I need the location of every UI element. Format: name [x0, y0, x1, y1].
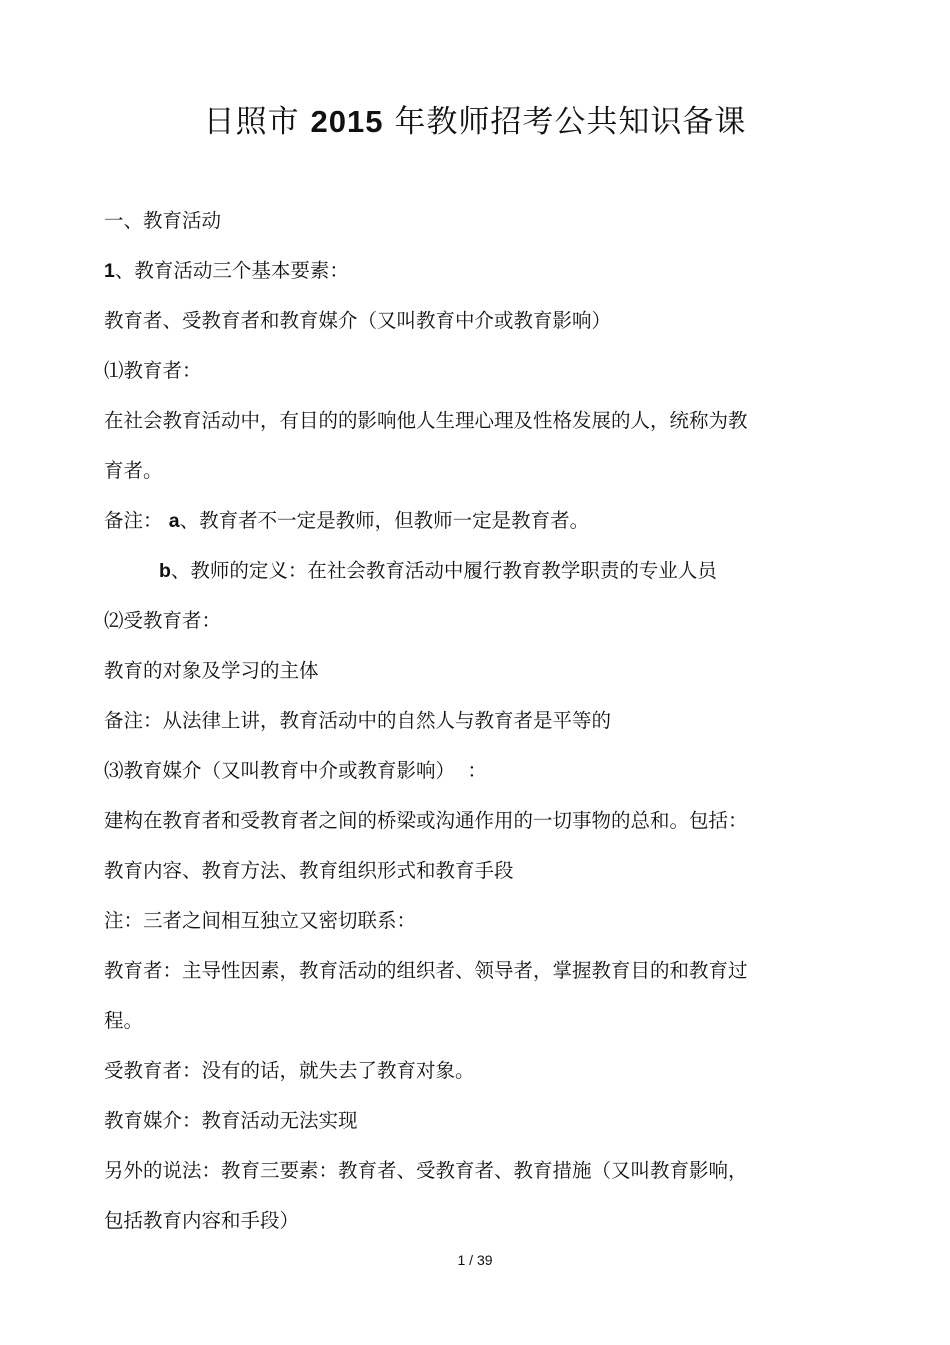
line-text: ⑶教育媒介（又叫教育中介或教育影响） ：	[104, 759, 487, 782]
title-suffix: 年教师招考公共知识备课	[383, 104, 747, 140]
paragraph-line	[104, 796, 804, 846]
note-line	[104, 896, 804, 946]
paragraph-line	[104, 946, 804, 996]
page-number: 1 / 39	[457, 1252, 493, 1268]
line-text: 教育内容、教育方法、教育组织形式和教育手段	[104, 859, 514, 882]
line-text: 教育的对象及学习的主体	[104, 659, 319, 682]
line-text: 教育者：主导性因素，教育活动的组织者、领导者，掌握教育目的和教育过	[104, 959, 748, 982]
paragraph-line	[104, 996, 804, 1046]
line-text: 程。	[104, 1009, 144, 1032]
item-number: 1	[104, 260, 115, 282]
line-text: 教育者、受教育者和教育媒介（又叫教育中介或教育影响）	[104, 309, 612, 332]
paragraph-line	[104, 1196, 804, 1246]
line-text: ⑴教育者：	[104, 359, 202, 382]
line-text: 、教育活动三个基本要素：	[114, 259, 349, 282]
title-year: 2015	[310, 104, 384, 139]
line-text: 、教师的定义：在社会教育活动中履行教育教学职责的专业人员	[170, 559, 717, 582]
title-prefix: 日照市	[203, 104, 311, 140]
paragraph-line	[104, 446, 804, 496]
note-letter: a	[168, 510, 180, 532]
item-heading	[104, 246, 804, 296]
paragraph-line	[104, 646, 804, 696]
line-text: 备注：从法律上讲，教育活动中的自然人与教育者是平等的	[104, 709, 612, 732]
line-text: 在社会教育活动中，有目的的影响他人生理心理及性格发展的人，统称为教	[104, 409, 748, 432]
document-body	[104, 196, 804, 1246]
note-letter: b	[159, 560, 171, 582]
subheading	[104, 746, 804, 796]
paragraph-line	[104, 396, 804, 446]
line-text: 另外的说法：教育三要素：教育者、受教育者、教育措施（又叫教育影响，	[104, 1159, 748, 1182]
note-line	[104, 546, 804, 596]
note-label: 备注：	[104, 509, 169, 532]
section-heading	[104, 196, 804, 246]
paragraph-line	[104, 1096, 804, 1146]
line-text: 包括教育内容和手段）	[104, 1209, 300, 1232]
paragraph-line	[104, 1046, 804, 1096]
subheading	[104, 346, 804, 396]
note-line	[104, 696, 804, 746]
line-text: 一、教育活动	[104, 209, 222, 232]
note-line	[104, 496, 804, 546]
paragraph-line	[104, 1146, 804, 1196]
line-text: 育者。	[104, 459, 163, 482]
line-text: 教育媒介：教育活动无法实现	[104, 1109, 358, 1132]
subheading	[104, 596, 804, 646]
paragraph-line	[104, 846, 804, 896]
line-text: 注：三者之间相互独立又密切联系：	[104, 909, 417, 932]
paragraph-line	[104, 296, 804, 346]
line-text: 建构在教育者和受教育者之间的桥梁或沟通作用的一切事物的总和。包括：	[104, 809, 748, 832]
line-text: 受教育者：没有的话，就失去了教育对象。	[104, 1059, 475, 1082]
document-title	[0, 100, 950, 144]
line-text: 、教育者不一定是教师，但教师一定是教育者。	[179, 509, 590, 532]
line-text: ⑵受教育者：	[104, 609, 222, 632]
